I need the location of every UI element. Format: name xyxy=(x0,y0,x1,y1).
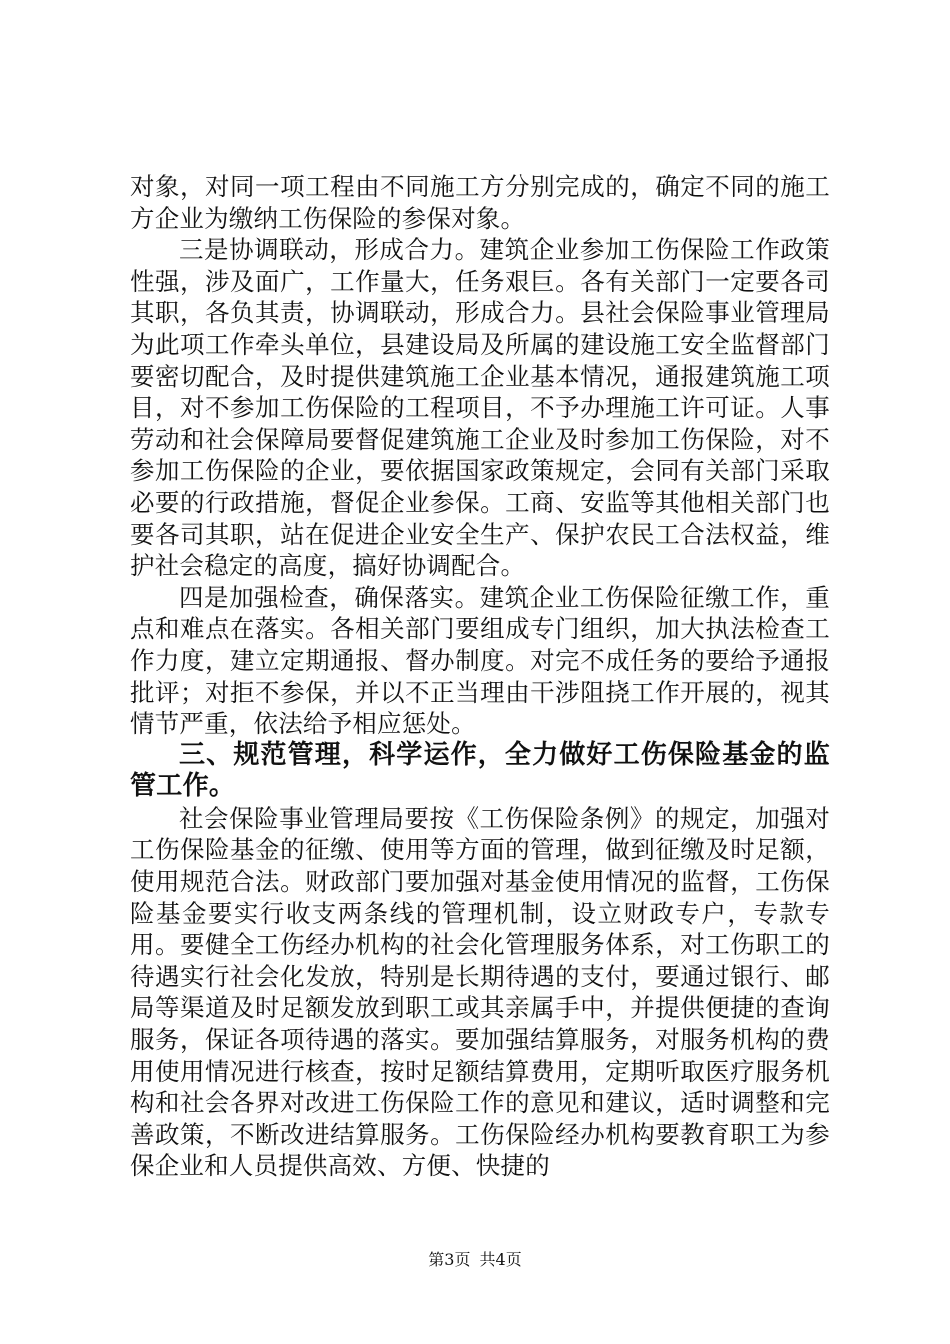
paragraph-fund-management: 社会保险事业管理局要按《工伤保险条例》的规定，加强对工伤保险基金的征缴、使用等方面的管理，做到征缴及时足额，使用规范合法。财政部门要加强对基金使用情况的监督，工伤保险基金要实行收支两条线的管理机制，设立财政专户，专款专用。要健全工伤经办机构的社会化管理服务体系，对工伤职工的待遇实行社会化发放，特别是长期待遇的支付，要通过银行、邮局等渠道及时足额发放到职工或其亲属手中，并提供便捷的查询服务，保证各项待遇的落实。要加强结算服务，对服务机构的费用使用情况进行核查，按时足额结算费用，定期听取医疗服务机构和社会各界对改进工伤保险工作的意见和建议，适时调整和完善政策，不断改进结算服务。工伤保险经办机构要教育职工为参保企业和人员提供高效、方便、快捷的 xyxy=(130,803,830,1181)
paragraph-continuation: 对象，对同一项工程由不同施工方分别完成的，确定不同的施工方企业为缴纳工伤保险的参保对象。 xyxy=(130,172,830,233)
paragraph-coordination: 三是协调联动，形成合力。建筑企业参加工伤保险工作政策性强，涉及面广，工作量大，任务艰巨。各有关部门一定要各司其职，各负其责，协调联动，形成合力。县社会保险事业管理局为此项工作牵头单位，县建设局及所属的建设施工安全监督部门要密切配合，及时提供建筑施工企业基本情况，通报建筑施工项目，对不参加工伤保险的工程项目，不予办理施工许可证。人事劳动和社会保障局要督促建筑施工企业及时参加工伤保险，对不参加工伤保险的企业，要依据国家政策规定，会同有关部门采取必要的行政措施，督促企业参保。工商、安监等其他相关部门也要各司其职，站在促进企业安全生产、保护农民工合法权益，维护社会稳定的高度，搞好协调配合。 xyxy=(130,235,830,581)
page-footer xyxy=(0,1250,950,1270)
paragraph-inspection: 四是加强检查，确保落实。建筑企业工伤保险征缴工作，重点和难点在落实。各相关部门要组成专门组织，加大执法检查工作力度，建立定期通报、督办制度。对完不成任务的要给予通报批评；对拒不参保，并以不正当理由干涉阻挠工作开展的，视其情节严重，依法给予相应惩处。 xyxy=(130,582,830,739)
page-total: 共4页 xyxy=(479,1250,522,1269)
page-number: 第3页 xyxy=(428,1250,471,1269)
section-heading: 三、规范管理，科学运作，全力做好工伤保险基金的监管工作。 xyxy=(130,739,830,802)
document-body xyxy=(130,171,830,1182)
